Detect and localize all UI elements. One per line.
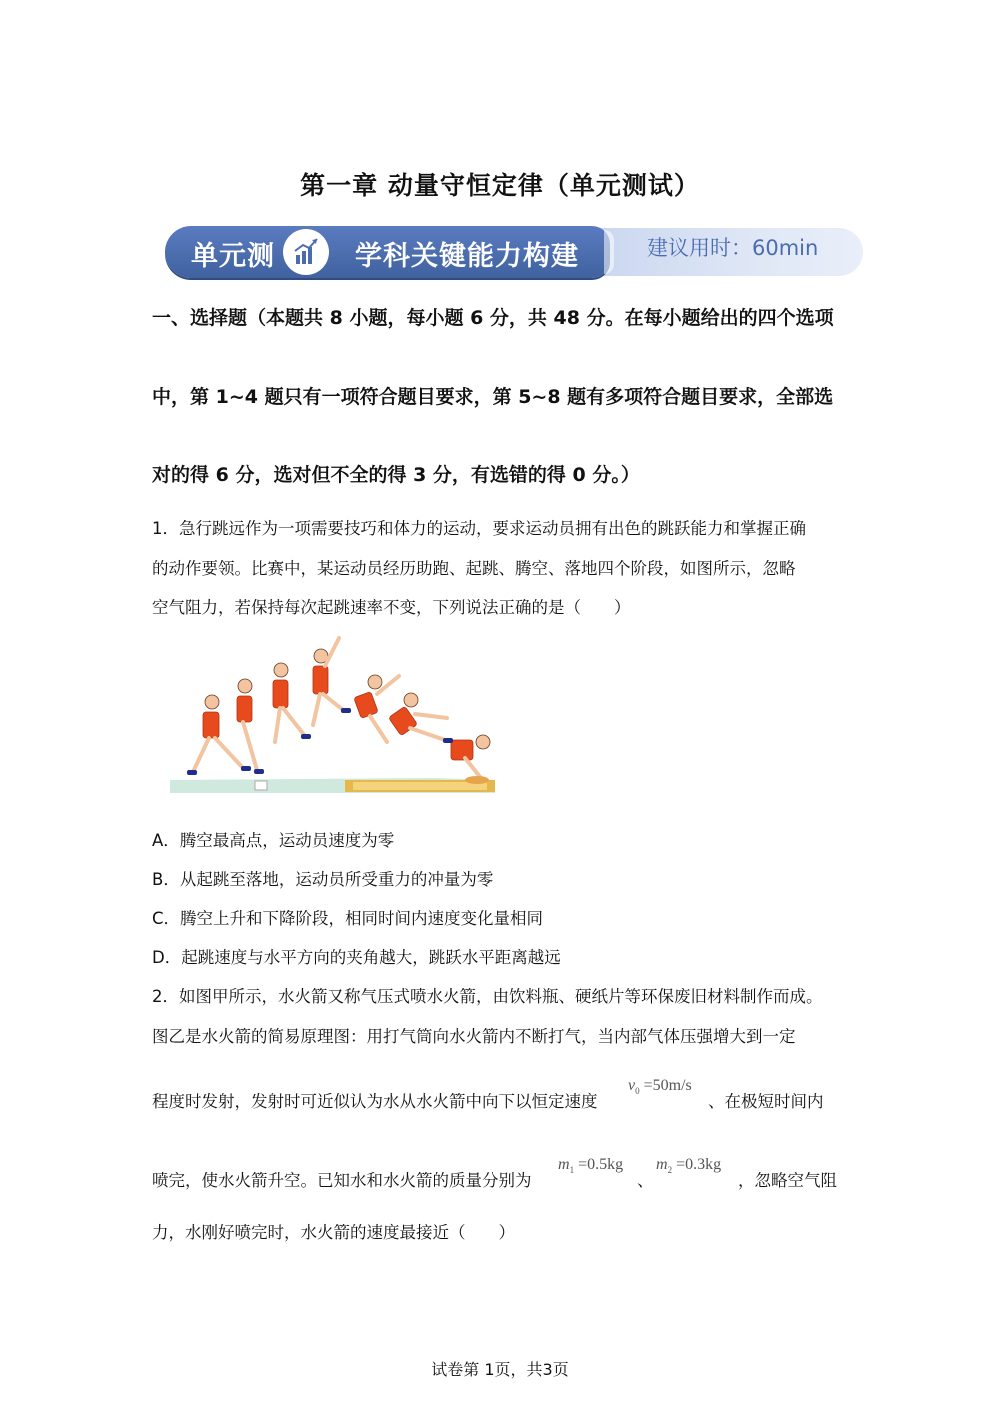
question-1-option-b: B．从起跳至落地，运动员所受重力的冲量为零 — [152, 870, 494, 889]
formula-m2 — [656, 1156, 721, 1175]
page-title: 第一章 动量守恒定律（单元测试） — [300, 171, 700, 200]
formula-m1-variable: m — [558, 1156, 570, 1173]
formula-m2-variable: m — [656, 1156, 668, 1173]
question-2-line-4-text-a: 喷完，使水火箭升空。已知水和水火箭的质量分别为 — [152, 1171, 532, 1190]
formula-m2-value: =0.3kg — [672, 1156, 722, 1173]
formula-v0 — [628, 1077, 692, 1096]
question-1-option-d: D．起跳速度与水平方向的夹角越大，跳跃水平距离越远 — [152, 948, 561, 967]
question-2-line-5: 力，水刚好喷完时，水火箭的速度最接近（ ） — [152, 1223, 515, 1242]
banner-key-ability-label: 学科关键能力构建 — [355, 241, 579, 272]
question-1-option-a: A．腾空最高点，运动员速度为零 — [152, 831, 395, 850]
question-2-line-4-separator: 、 — [637, 1171, 654, 1190]
question-1-line-2: 的动作要领。比赛中，某运动员经历助跑、起跳、腾空、落地四个阶段，如图所示，忽略 — [152, 559, 796, 578]
section-heading-line-3: 对的得 6 分，选对但不全的得 3 分，有选错的得 0 分。） — [152, 464, 640, 486]
question-1-option-c: C．腾空上升和下降阶段，相同时间内速度变化量相同 — [152, 909, 544, 928]
formula-m2-subscript: 2 — [667, 1165, 673, 1176]
long-jump-figure — [165, 630, 505, 800]
section-heading-line-1: 一、选择题（本题共 8 小题，每小题 6 分，共 48 分。在每小题给出的四个选项 — [152, 307, 834, 329]
chart-growth-icon — [283, 229, 329, 275]
question-2-line-4-text-b: ，忽略空气阻 — [738, 1171, 837, 1190]
formula-m1-value: =0.5kg — [574, 1156, 624, 1173]
question-2-line-1: 2．如图甲所示，水火箭又称气压式喷水火箭，由饮料瓶、硬纸片等环保废旧材料制作而成。 — [152, 987, 823, 1006]
formula-v0-value: =50m/s — [639, 1077, 692, 1094]
question-1-line-3: 空气阻力，若保持每次起跳速率不变，下列说法正确的是（ ） — [152, 598, 631, 617]
section-banner — [165, 226, 865, 278]
formula-v0-variable: v — [628, 1077, 636, 1094]
formula-m1 — [558, 1156, 623, 1175]
banner-suggested-time: 建议用时：60min — [647, 236, 819, 260]
formula-m1-subscript: 1 — [569, 1165, 575, 1176]
banner-unit-test-label: 单元测 — [191, 241, 275, 272]
question-1-line-1: 1．急行跳远作为一项需要技巧和体力的运动，要求运动员拥有出色的跳跃能力和掌握正确 — [152, 519, 806, 538]
formula-v0-subscript: 0 — [635, 1086, 640, 1097]
page-footer: 试卷第 1页，共3页 — [431, 1360, 569, 1379]
section-heading-line-2: 中，第 1~4 题只有一项符合题目要求，第 5~8 题有多项符合题目要求，全部选 — [152, 386, 834, 408]
question-2-line-3-text-b: 、在极短时间内 — [708, 1092, 824, 1111]
question-2-line-3-text-a: 程度时发射，发射时可近似认为水从水火箭中向下以恒定速度 — [152, 1092, 598, 1111]
question-2-line-2: 图乙是水火箭的简易原理图：用打气筒向水火箭内不断打气，当内部气体压强增大到一定 — [152, 1027, 796, 1046]
banner-label-panel — [165, 226, 610, 278]
